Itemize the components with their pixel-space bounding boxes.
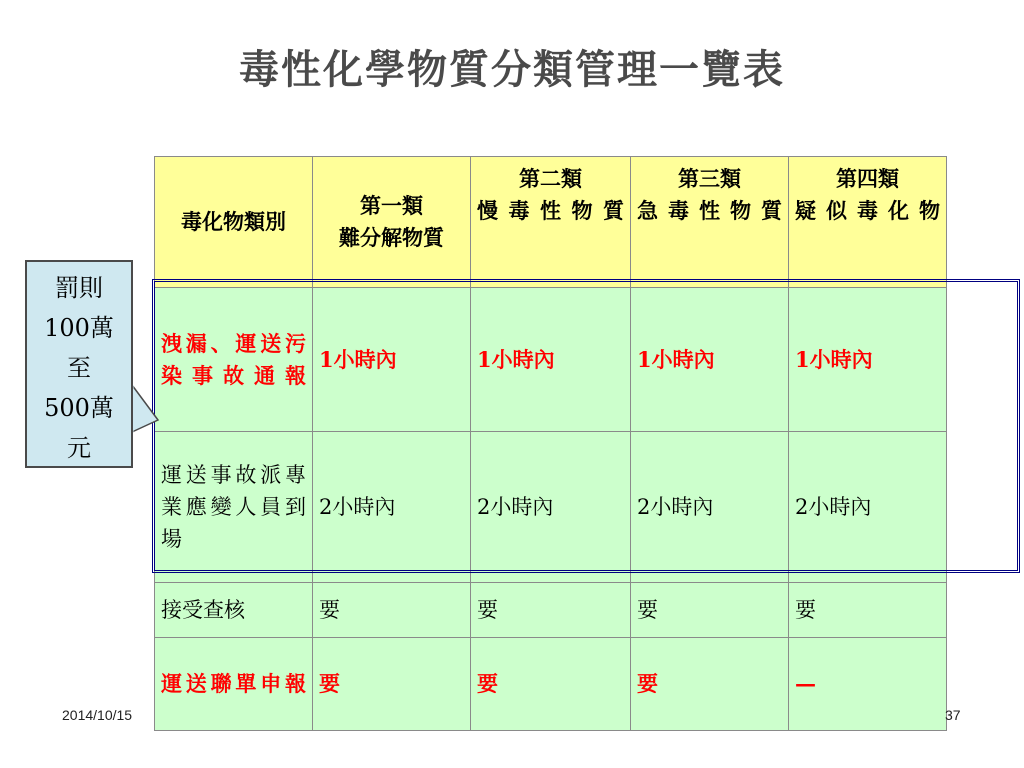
table-cell: 要 xyxy=(471,638,631,731)
classification-table xyxy=(154,156,947,731)
callout-line: 500萬 xyxy=(44,394,114,422)
footer-date: 2014/10/15 xyxy=(62,707,133,723)
table-cell: 要 xyxy=(471,583,631,638)
table-header-row xyxy=(155,157,947,288)
table-row xyxy=(155,583,947,638)
page-number: 37 xyxy=(945,707,961,723)
table-cell: 1小時內 xyxy=(313,288,471,432)
row-label: 接受查核 xyxy=(155,583,313,638)
header-class3-name: 第三類 xyxy=(678,166,741,191)
table-cell: 要 xyxy=(631,583,789,638)
table-row xyxy=(155,432,947,583)
table-cell: 2小時內 xyxy=(631,432,789,583)
callout-line: 100萬 xyxy=(44,314,114,342)
header-class4-name: 第四類 xyxy=(836,166,899,191)
page-title: 毒性化學物質分類管理一覽表 xyxy=(239,46,785,93)
header-class3 xyxy=(631,157,789,288)
callout-line: 至 xyxy=(67,354,91,382)
callout-line: 元 xyxy=(67,434,91,462)
table-cell: 1小時內 xyxy=(471,288,631,432)
header-class2-desc: 慢毒性物質 xyxy=(477,198,624,223)
table-cell: 要 xyxy=(631,638,789,731)
header-class1-desc: 難分解物質 xyxy=(339,225,444,250)
table-cell: 1小時內 xyxy=(789,288,947,432)
header-class1 xyxy=(313,157,471,288)
header-class4-desc: 疑似毒化物 xyxy=(795,198,940,223)
table-row xyxy=(155,288,947,432)
table-row xyxy=(155,638,947,731)
penalty-callout xyxy=(25,260,133,468)
table-cell: 2小時內 xyxy=(471,432,631,583)
header-class2 xyxy=(471,157,631,288)
row-label: 運送事故派專業應變人員到場 xyxy=(155,432,313,583)
header-class1-name: 第一類 xyxy=(360,193,423,218)
callout-line: 罰則 xyxy=(55,274,103,302)
table-cell: — xyxy=(789,638,947,731)
header-class4 xyxy=(789,157,947,288)
table-cell: 2小時內 xyxy=(313,432,471,583)
table-cell: 要 xyxy=(313,583,471,638)
table-cell: 要 xyxy=(789,583,947,638)
table-cell: 2小時內 xyxy=(789,432,947,583)
row-label: 運送聯單申報 xyxy=(155,638,313,731)
table-cell: 要 xyxy=(313,638,471,731)
table-cell: 1小時內 xyxy=(631,288,789,432)
header-category: 毒化物類別 xyxy=(155,157,313,288)
row-label: 洩漏、運送污染事故通報 xyxy=(155,288,313,432)
header-class2-name: 第二類 xyxy=(519,166,582,191)
header-class3-desc: 急毒性物質 xyxy=(637,198,782,223)
